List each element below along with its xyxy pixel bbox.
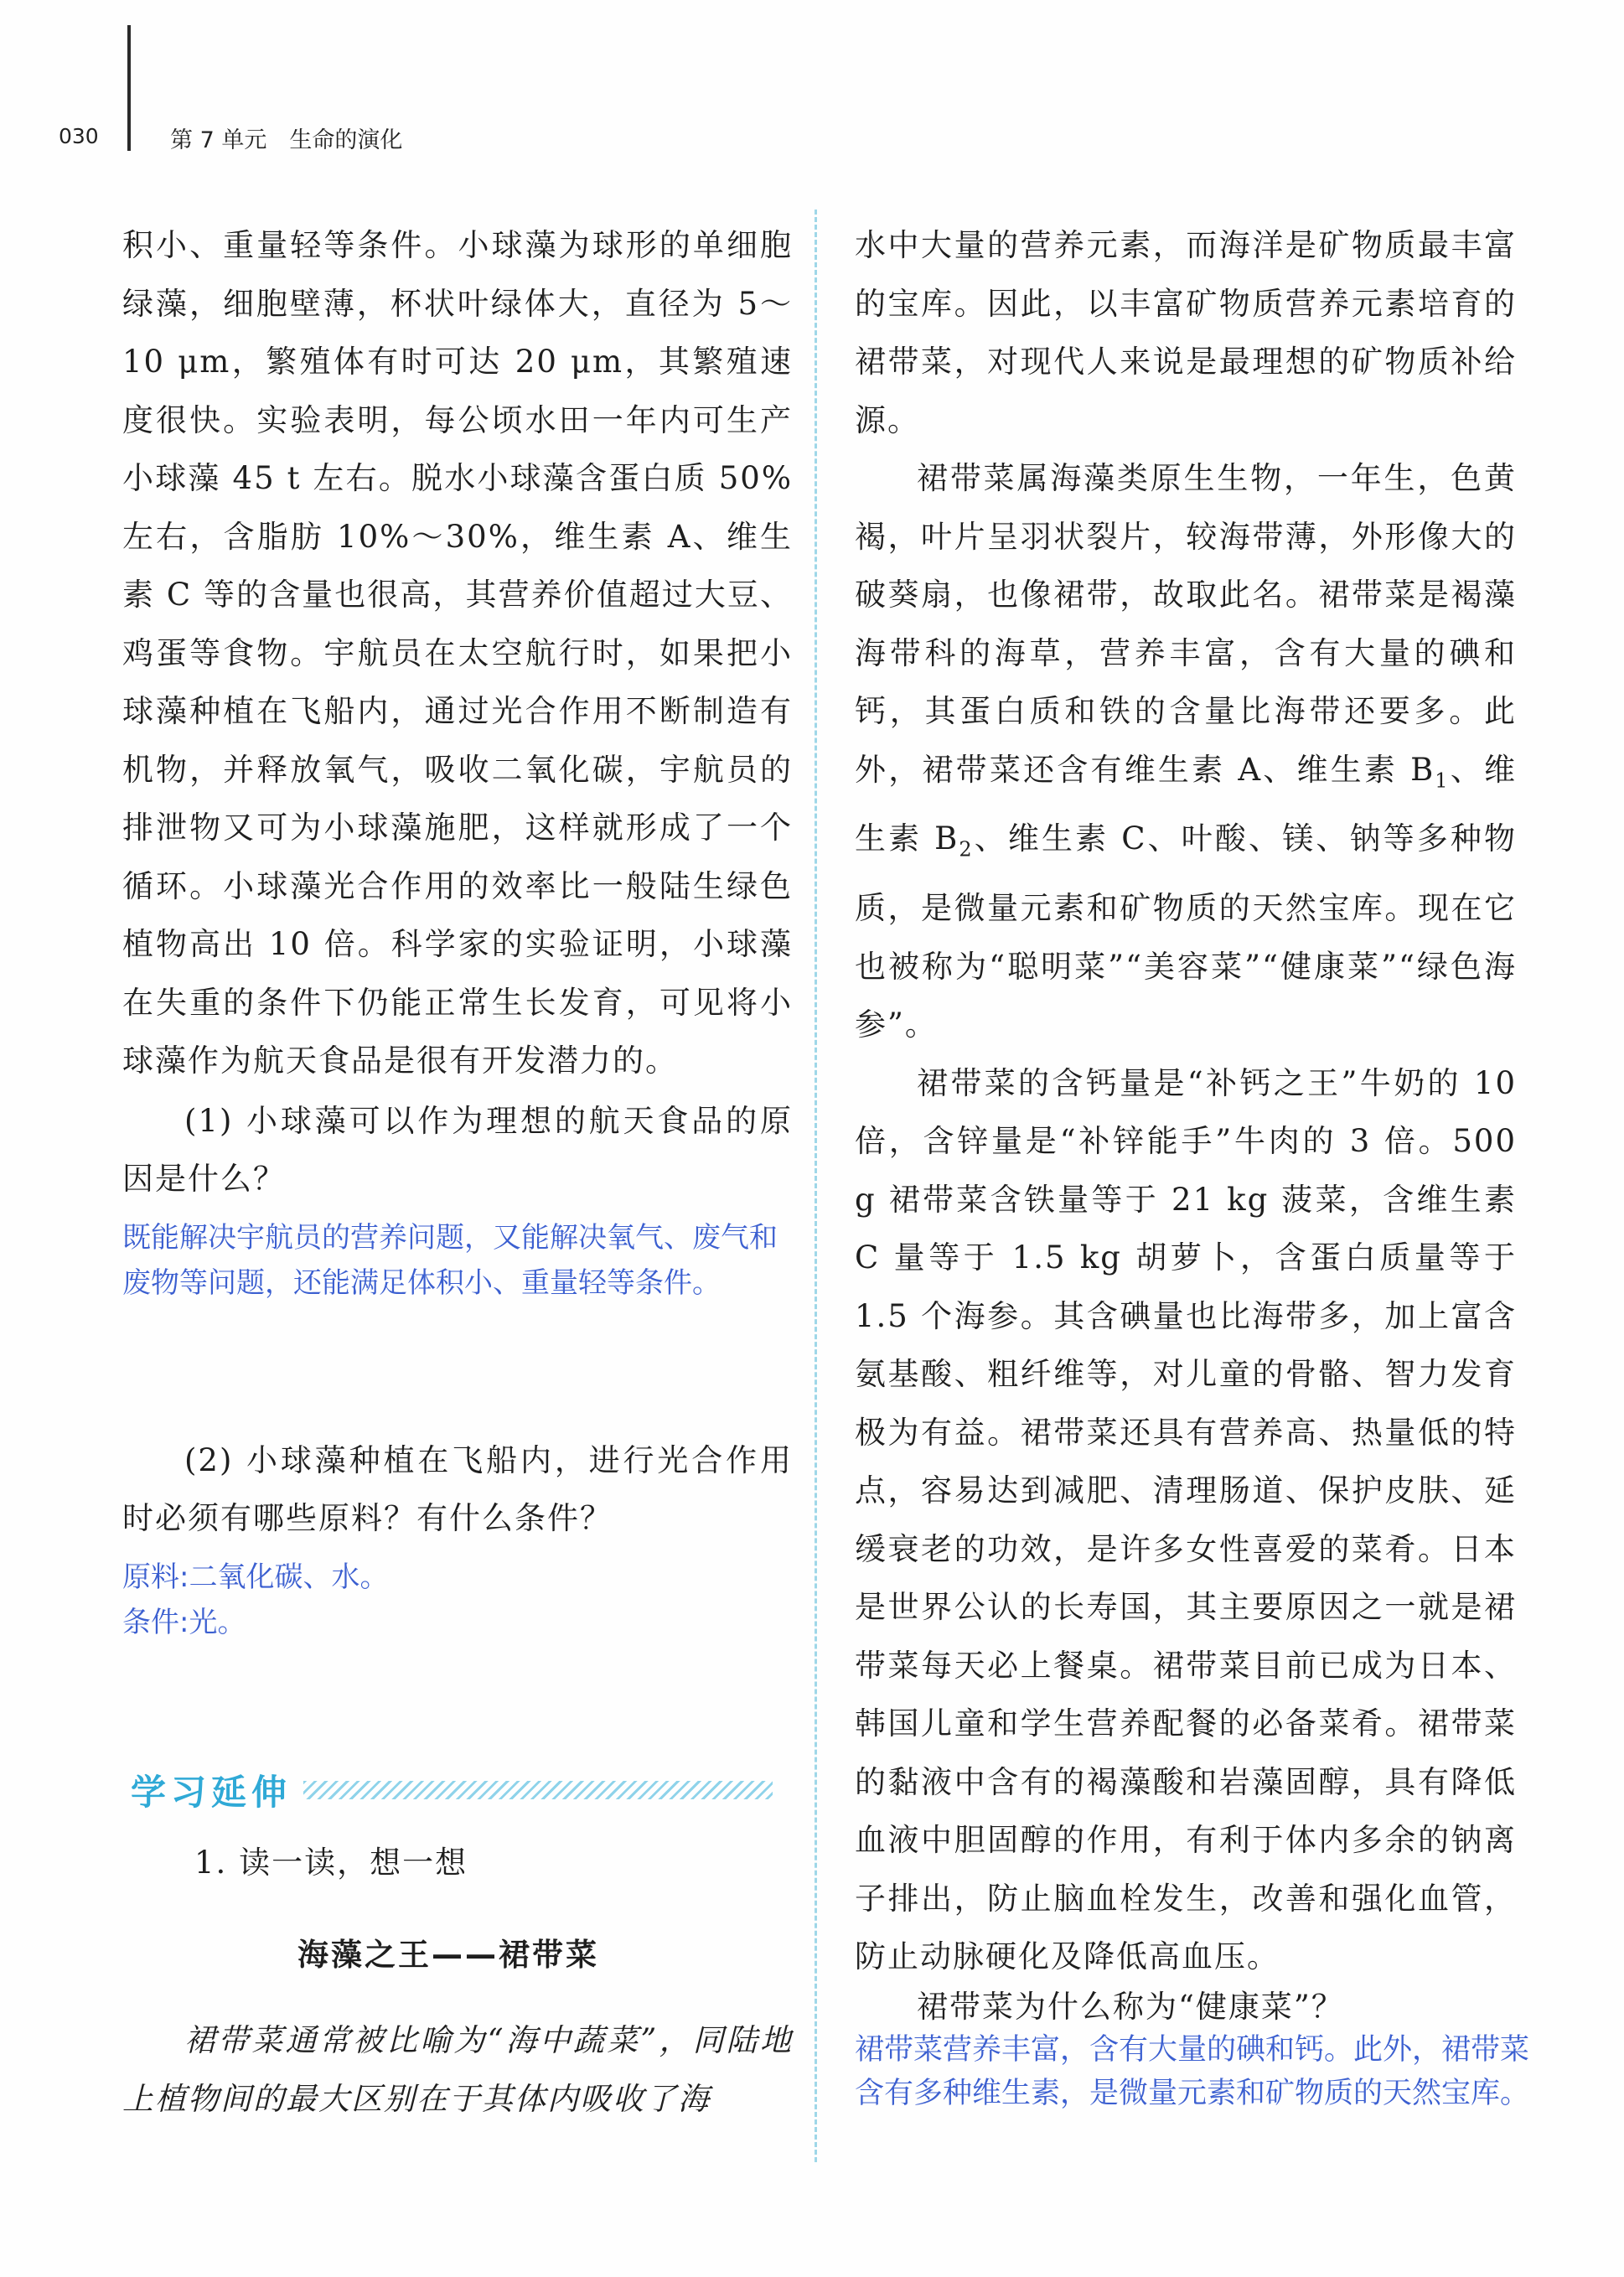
intro-paragraph: 积小、重量轻等条件。小球藻为球形的单细胞绿藻，细胞壁薄，杯状叶绿体大，直径为 5～10 μm，繁殖体有时可达 20 μm，其繁殖速度很快。实验表明，每公顷水田一年内可生产小球藻 45 t 左右。脱水小球藻含蛋白质 50%左右，含脂肪 10%～30%，维生素 A、维生素 C 等的含量也很高，其营养价值超过大豆、鸡蛋等食物。宇航员在太空航行时，如果把小球藻种植在飞船内，通过光合作用不断制造有机物，并释放氧气，吸收二氧化碳，宇航员的排泄物又可为小球藻施肥，这样就形成了一个循环。小球藻光合作用的效率比一般陆生绿色植物高出 10 倍。科学家的实验证明，小球藻在失重的条件下仍能正常生长发育，可见将小球藻作为航天食品是很有开发潜力的。 xyxy=(122,227,793,1079)
answer-2-line-1: 原料:二氧化碳、水。 xyxy=(122,1560,389,1594)
left-column xyxy=(122,216,793,1645)
unit-title: 第 7 单元 生命的演化 xyxy=(170,127,403,153)
answer-2-line-2: 条件:光。 xyxy=(122,1605,246,1639)
question-2: (2) 小球藻种植在飞船内，进行光合作用时必须有哪些原料？有什么条件？ xyxy=(122,1441,793,1536)
right-paragraph-2 xyxy=(855,449,1517,1054)
article-title: 海藻之王——裙带菜 xyxy=(297,1937,599,1973)
right-paragraph-3: 裙带菜的含钙量是“补钙之王”牛奶的 10 倍，含锌量是“补锌能手”牛肉的 3 倍。500 g 裙带菜含铁量等于 21 kg 菠菜，含维生素 C 量等于 1.5 kg 胡萝卜，含蛋白质量等于 1.5 个海参。其含碘量也比海带多，加上富含氨基酸、粗纤维等，对儿童的骨骼、智力发育极为有益。裙带菜还具有营养高、热量低的特点，容易达到减肥、清理肠道、保护皮肤、延缓衰老的功效，是许多女性喜爱的菜肴。日本是世界公认的长寿国，其主要原因之一就是裙带菜每天必上餐桌。裙带菜目前已成为日本、韩国儿童和学生营养配餐的必备菜肴。裙带菜的黏液中含有的褐藻酸和岩藻固醇，具有降低血液中胆固醇的作用，有利于体内多余的钠离子排出，防止脑血栓发生，改善和强化血管，防止动脉硬化及降低高血压。 xyxy=(855,1064,1517,1975)
header-rule xyxy=(127,25,131,151)
para-2-part-a: 裙带菜属海藻类原生生物，一年生，色黄褐，叶片呈羽状裂片，较海带薄，外形像大的破葵扇，也像裙带，故取此名。裙带菜是褐藻海带科的海草，营养丰富，含有大量的碘和钙，其蛋白质和铁的含量比海带还要多。此外，裙带菜还含有维生素 A、维生素 B xyxy=(855,460,1517,788)
page-number: 030 xyxy=(59,124,99,148)
subscript-2: 2 xyxy=(959,837,974,862)
subscript-1: 1 xyxy=(1435,768,1450,792)
section-title: 学习延伸 xyxy=(131,1772,292,1813)
right-paragraph-1: 水中大量的营养元素，而海洋是矿物质最丰富的宝库。因此，以丰富矿物质营养元素培育的裙带菜，对现代人来说是最理想的矿物质补给源。 xyxy=(855,227,1517,438)
question-1: (1) 小球藻可以作为理想的航天食品的原因是什么？ xyxy=(122,1102,793,1197)
para-2-part-b: 、维生素 B xyxy=(855,751,1518,857)
right-column xyxy=(855,216,1530,2115)
article-intro xyxy=(122,2011,793,2128)
para-2-part-c: 、维生素 C、叶酸、镁、钠等多种物质，是微量元素和矿物质的天然宝库。现在它也被称为“聪明菜”“美容菜”“健康菜”“绿色海参”。 xyxy=(855,820,1517,1043)
health-answer: 裙带菜营养丰富，含有大量的碘和钙。此外，裙带菜含有多种维生素，是微量元素和矿物质的天然宝库。 xyxy=(855,2032,1530,2110)
column-divider xyxy=(815,210,817,2162)
answer-1: 既能解决宇航员的营养问题，又能解决氧气、废气和废物等问题，还能满足体积小、重量轻等条件。 xyxy=(122,1220,778,1300)
article-intro-text: 裙带菜通常被比喻为“海中蔬菜”，同陆地上植物间的最大区别在于其体内吸收了海 xyxy=(122,2022,793,2117)
reading-task: 1. 读一读，想一想 xyxy=(194,1845,468,1881)
section-heading xyxy=(131,1765,773,1815)
section-hatch-decoration xyxy=(303,1781,773,1799)
health-question: 裙带菜为什么称为“健康菜”？ xyxy=(917,1988,1344,2025)
